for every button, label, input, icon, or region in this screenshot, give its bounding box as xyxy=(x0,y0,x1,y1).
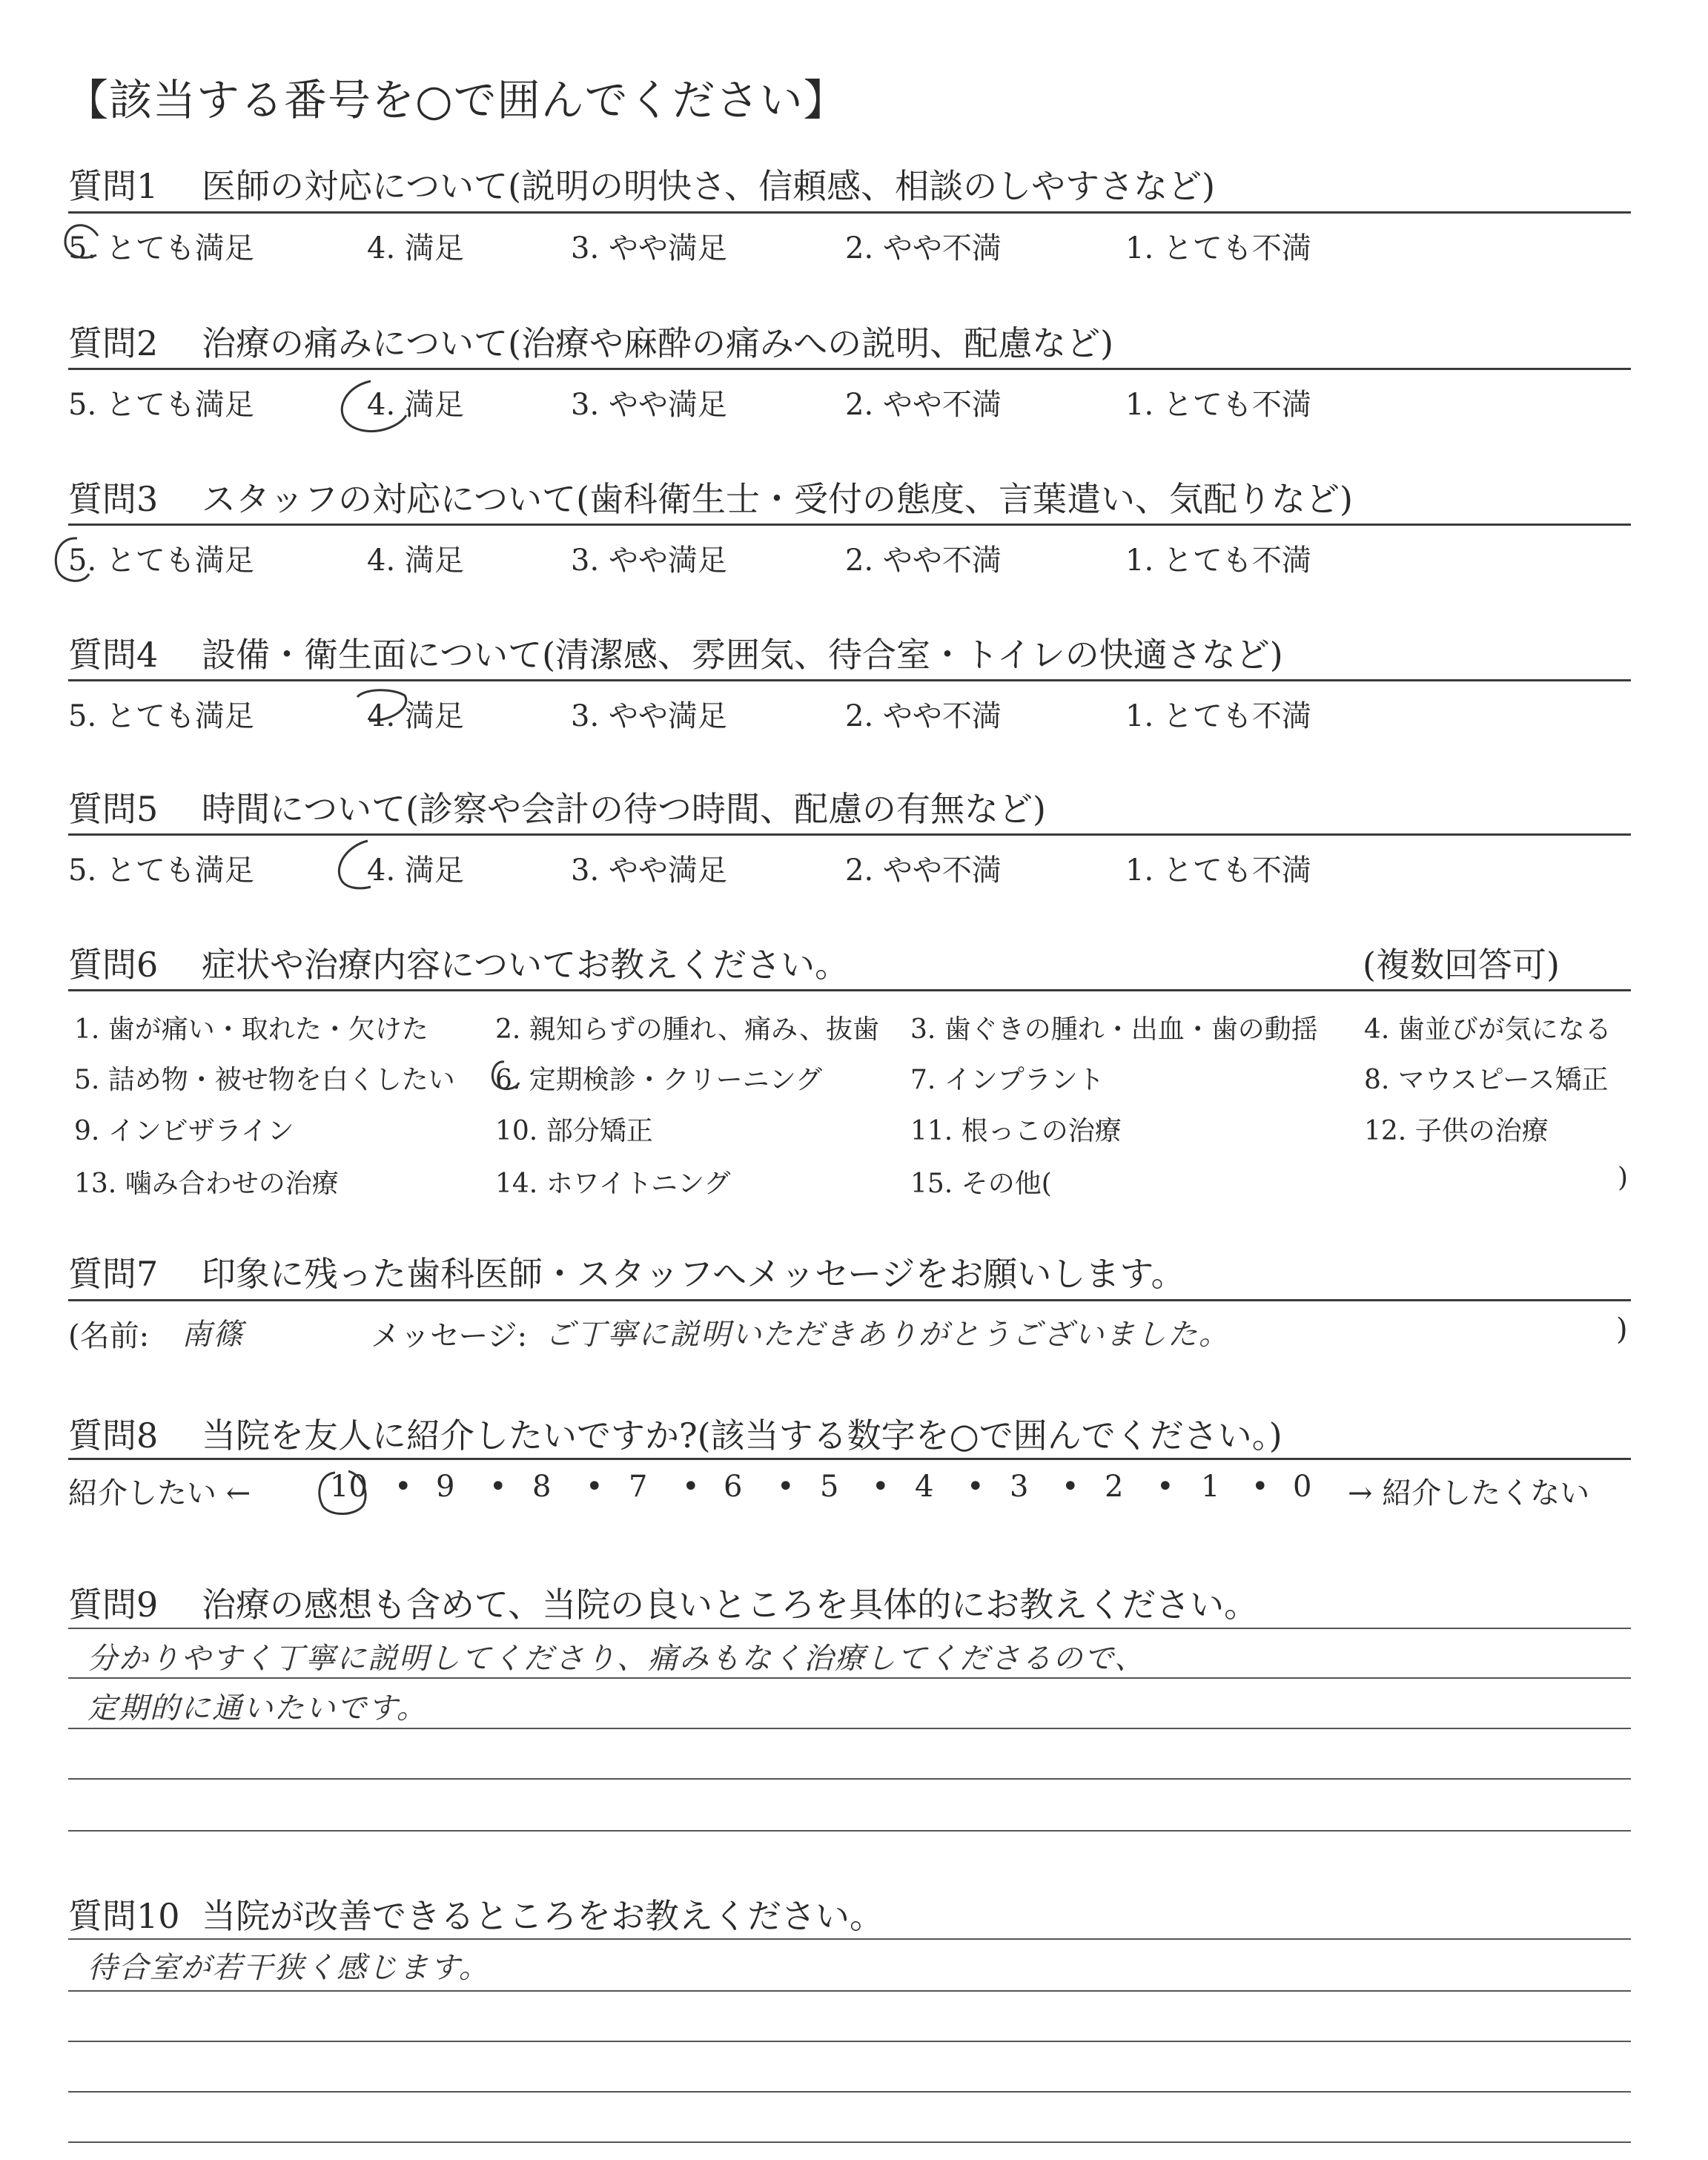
q3-option-1[interactable]: 1. とても不満 xyxy=(1125,544,1311,578)
q5-text: 時間について(診察や会計の待つ時間、配慮の有無など) xyxy=(202,789,1046,829)
q6-item-14[interactable]: 14. ホワイトニング xyxy=(495,1169,731,1199)
q8-dot: • xyxy=(489,1470,507,1504)
q8-dot: • xyxy=(967,1470,984,1504)
q10-line-3 xyxy=(68,2041,1631,2042)
q8-text: 当院を友人に紹介したいですか?(該当する数字を○で囲んでください。) xyxy=(202,1416,1282,1456)
q7-rule xyxy=(68,1299,1631,1301)
q9-line-2 xyxy=(68,1677,1631,1679)
q1-option-4[interactable]: 4. 満足 xyxy=(367,231,464,265)
q6-item-7[interactable]: 7. インプラント xyxy=(910,1065,1105,1095)
q6-item-15-close: ) xyxy=(1618,1163,1629,1193)
q1-label: 質問1 xyxy=(68,166,159,206)
q7-message-value[interactable]: ご丁寧に説明いただきありがとうございました。 xyxy=(545,1318,1230,1352)
q8-score-10[interactable]: 10 xyxy=(330,1470,368,1504)
q10-line-4 xyxy=(68,2091,1631,2093)
q10-line-1 xyxy=(68,1938,1631,1940)
q8-right-label: → 紹介したくない xyxy=(1348,1476,1590,1510)
q8-score-1[interactable]: 1 xyxy=(1201,1470,1220,1504)
q4-text: 設備・衛生面について(清潔感、雰囲気、待合室・トイレの快適さなど) xyxy=(202,635,1283,675)
q2-option-2[interactable]: 2. やや不満 xyxy=(845,388,1002,422)
q6-item-15[interactable]: 15. その他( xyxy=(910,1169,1052,1199)
q1-option-3[interactable]: 3. やや満足 xyxy=(571,231,727,265)
q6-item-2[interactable]: 2. 親知らずの腫れ、痛み、抜歯 xyxy=(495,1014,880,1045)
q8-dot: • xyxy=(682,1470,700,1504)
q6-item-9[interactable]: 9. インビザライン xyxy=(74,1116,294,1146)
q6-item-11[interactable]: 11. 根っこの治療 xyxy=(910,1116,1122,1146)
q6-item-8[interactable]: 8. マウスピース矯正 xyxy=(1364,1065,1609,1095)
q10-answer-line-1[interactable]: 待合室が若干狭く感じます。 xyxy=(87,1951,490,1985)
q1-rule xyxy=(68,211,1631,214)
q5-selection-circle xyxy=(339,841,371,888)
q7-close-paren: ) xyxy=(1616,1312,1628,1347)
q10-line-2 xyxy=(68,1990,1631,1992)
q8-dot: • xyxy=(586,1470,603,1504)
q4-option-5[interactable]: 5. とても満足 xyxy=(68,699,254,733)
q7-message-label: メッセージ: xyxy=(371,1319,528,1353)
q10-line-5 xyxy=(68,2141,1631,2143)
q4-option-2[interactable]: 2. やや不満 xyxy=(845,699,1002,733)
q3-rule xyxy=(68,524,1631,526)
q3-option-2[interactable]: 2. やや不満 xyxy=(845,544,1002,578)
q5-rule xyxy=(68,833,1631,836)
q2-label: 質問2 xyxy=(68,323,159,363)
q2-option-3[interactable]: 3. やや満足 xyxy=(571,388,727,422)
q2-text: 治療の痛みについて(治療や麻酔の痛みへの説明、配慮など) xyxy=(202,323,1114,363)
q4-label: 質問4 xyxy=(68,635,159,675)
q8-rule xyxy=(68,1458,1631,1460)
q10-label: 質問10 xyxy=(68,1896,180,1936)
q2-option-1[interactable]: 1. とても不満 xyxy=(1125,388,1311,422)
q10-text: 当院が改善できるところをお教えください。 xyxy=(202,1896,884,1936)
q6-item-3[interactable]: 3. 歯ぐきの腫れ・出血・歯の動揺 xyxy=(910,1014,1318,1045)
q8-dot: • xyxy=(1251,1470,1269,1504)
q8-left-label: 紹介したい ← xyxy=(68,1476,251,1510)
q8-score-4[interactable]: 4 xyxy=(915,1470,934,1504)
q5-option-4[interactable]: 4. 満足 xyxy=(367,853,464,888)
q9-line-1 xyxy=(68,1628,1631,1629)
q6-item-4[interactable]: 4. 歯並びが気になる xyxy=(1364,1014,1612,1045)
q8-score-0[interactable]: 0 xyxy=(1293,1470,1312,1504)
q9-answer-line-2[interactable]: 定期的に通いたいです。 xyxy=(87,1691,428,1725)
q6-item-6[interactable]: 6. 定期検診・クリーニング xyxy=(495,1065,823,1095)
instruction-heading: 【該当する番号を○で囲んでください】 xyxy=(65,75,847,125)
q5-label: 質問5 xyxy=(68,789,159,829)
q9-line-3 xyxy=(68,1728,1631,1729)
q6-item-10[interactable]: 10. 部分矯正 xyxy=(495,1116,653,1146)
q8-dot: • xyxy=(777,1470,795,1504)
q6-label: 質問6 xyxy=(68,945,159,985)
q8-score-3[interactable]: 3 xyxy=(1010,1470,1029,1504)
q6-note: (複数回答可) xyxy=(1363,945,1560,985)
q9-line-4 xyxy=(68,1778,1631,1780)
q3-option-3[interactable]: 3. やや満足 xyxy=(571,544,727,578)
q6-item-1[interactable]: 1. 歯が痛い・取れた・欠けた xyxy=(74,1014,428,1045)
q7-label: 質問7 xyxy=(68,1254,159,1294)
q7-name-value[interactable]: 南篠 xyxy=(182,1318,244,1352)
q4-rule xyxy=(68,679,1631,681)
q5-option-3[interactable]: 3. やや満足 xyxy=(571,853,727,888)
q6-item-12[interactable]: 12. 子供の治療 xyxy=(1364,1116,1549,1146)
q9-line-5 xyxy=(68,1830,1631,1832)
q8-score-8[interactable]: 8 xyxy=(532,1470,552,1504)
q8-score-2[interactable]: 2 xyxy=(1105,1470,1124,1504)
q2-option-4[interactable]: 4. 満足 xyxy=(367,388,464,422)
q2-rule xyxy=(68,368,1631,370)
q6-item-13[interactable]: 13. 噛み合わせの治療 xyxy=(74,1169,339,1199)
q6-text: 症状や治療内容についてお教えください。 xyxy=(202,945,850,985)
q3-text: スタッフの対応について(歯科衛生士・受付の態度、言葉遣い、気配りなど) xyxy=(202,479,1353,519)
q9-answer-line-1[interactable]: 分かりやすく丁寧に説明してくださり、痛みもなく治療してくださるので、 xyxy=(87,1642,1146,1676)
q5-option-5[interactable]: 5. とても満足 xyxy=(68,853,254,888)
q4-option-1[interactable]: 1. とても不満 xyxy=(1125,699,1311,733)
q3-option-5[interactable]: 5. とても満足 xyxy=(68,544,254,578)
q1-text: 医師の対応について(説明の明快さ、信頼感、相談のしやすさなど) xyxy=(202,166,1216,206)
q6-item-5[interactable]: 5. 詰め物・被せ物を白くしたい xyxy=(74,1065,455,1095)
q8-dot: • xyxy=(872,1470,890,1504)
q8-score-7[interactable]: 7 xyxy=(629,1470,648,1504)
q4-option-4[interactable]: 4. 満足 xyxy=(367,699,464,733)
q5-option-2[interactable]: 2. やや不満 xyxy=(845,853,1002,888)
q4-option-3[interactable]: 3. やや満足 xyxy=(571,699,727,733)
q1-option-1[interactable]: 1. とても不満 xyxy=(1125,231,1311,265)
q2-option-5[interactable]: 5. とても満足 xyxy=(68,388,254,422)
q8-dot: • xyxy=(394,1470,412,1504)
q5-option-1[interactable]: 1. とても不満 xyxy=(1125,853,1311,888)
q9-label: 質問9 xyxy=(68,1585,159,1625)
q8-score-5[interactable]: 5 xyxy=(820,1470,839,1504)
q7-name-label: (名前: xyxy=(68,1319,150,1353)
q3-option-4[interactable]: 4. 満足 xyxy=(367,544,464,578)
q1-option-2[interactable]: 2. やや不満 xyxy=(845,231,1002,265)
q8-score-9[interactable]: 9 xyxy=(436,1470,455,1504)
q6-rule xyxy=(68,989,1631,991)
q8-dot: • xyxy=(1156,1470,1174,1504)
q8-score-6[interactable]: 6 xyxy=(724,1470,743,1504)
q7-text: 印象に残った歯科医師・スタッフへメッセージをお願いします。 xyxy=(202,1254,1185,1294)
q1-option-5[interactable]: 5. とても満足 xyxy=(68,231,254,265)
q8-dot: • xyxy=(1062,1470,1079,1504)
q9-text: 治療の感想も含めて、当院の良いところを具体的にお教えください。 xyxy=(202,1585,1259,1625)
q8-label: 質問8 xyxy=(68,1416,159,1456)
q3-label: 質問3 xyxy=(68,479,159,519)
